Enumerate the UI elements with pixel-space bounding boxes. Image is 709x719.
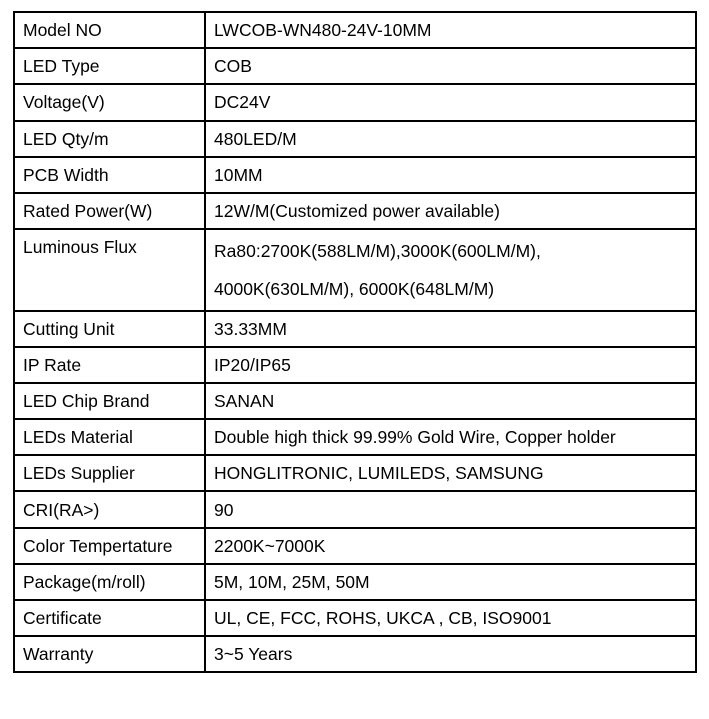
value-pcb-width: 10MM	[205, 157, 696, 193]
luminous-flux-line-2: 4000K(630LM/M), 6000K(648LM/M)	[214, 278, 495, 299]
value-leds-supplier: HONGLITRONIC, LUMILEDS, SAMSUNG	[205, 455, 696, 491]
value-led-chip-brand: SANAN	[205, 383, 696, 419]
value-led-qty: 480LED/M	[205, 121, 696, 157]
luminous-flux-line-1: Ra80:2700K(588LM/M),3000K(600LM/M),	[214, 240, 541, 261]
label-voltage: Voltage(V)	[14, 84, 205, 120]
row-ip-rate	[14, 347, 696, 383]
spec-table	[13, 11, 697, 673]
value-warranty: 3~5 Years	[205, 636, 696, 672]
row-voltage	[14, 84, 696, 120]
row-luminous-flux	[14, 229, 696, 310]
label-package: Package(m/roll)	[14, 564, 205, 600]
label-pcb-width: PCB Width	[14, 157, 205, 193]
label-led-qty: LED Qty/m	[14, 121, 205, 157]
value-cutting-unit: 33.33MM	[205, 311, 696, 347]
value-package: 5M, 10M, 25M, 50M	[205, 564, 696, 600]
value-leds-material: Double high thick 99.99% Gold Wire, Copper holder	[205, 419, 696, 455]
row-cutting-unit	[14, 311, 696, 347]
label-rated-power: Rated Power(W)	[14, 193, 205, 229]
row-certificate	[14, 600, 696, 636]
label-ip-rate: IP Rate	[14, 347, 205, 383]
label-color-temperature: Color Tempertature	[14, 528, 205, 564]
row-led-chip-brand	[14, 383, 696, 419]
value-ip-rate: IP20/IP65	[205, 347, 696, 383]
label-cutting-unit: Cutting Unit	[14, 311, 205, 347]
row-package	[14, 564, 696, 600]
row-model-no	[14, 12, 696, 48]
value-luminous-flux	[205, 229, 696, 310]
label-model-no: Model NO	[14, 12, 205, 48]
row-color-temperature	[14, 528, 696, 564]
value-rated-power: 12W/M(Customized power available)	[205, 193, 696, 229]
row-led-type	[14, 48, 696, 84]
label-certificate: Certificate	[14, 600, 205, 636]
row-rated-power	[14, 193, 696, 229]
value-color-temperature: 2200K~7000K	[205, 528, 696, 564]
label-led-type: LED Type	[14, 48, 205, 84]
value-model-no: LWCOB-WN480-24V-10MM	[205, 12, 696, 48]
value-certificate: UL, CE, FCC, ROHS, UKCA , CB, ISO9001	[205, 600, 696, 636]
row-led-qty	[14, 121, 696, 157]
label-leds-supplier: LEDs Supplier	[14, 455, 205, 491]
row-warranty	[14, 636, 696, 672]
label-cri: CRI(RA>)	[14, 491, 205, 527]
row-leds-material	[14, 419, 696, 455]
value-led-type: COB	[205, 48, 696, 84]
label-warranty: Warranty	[14, 636, 205, 672]
label-led-chip-brand: LED Chip Brand	[14, 383, 205, 419]
row-leds-supplier	[14, 455, 696, 491]
value-voltage: DC24V	[205, 84, 696, 120]
label-luminous-flux: Luminous Flux	[14, 229, 205, 310]
value-cri: 90	[205, 491, 696, 527]
row-pcb-width	[14, 157, 696, 193]
label-leds-material: LEDs Material	[14, 419, 205, 455]
row-cri	[14, 491, 696, 527]
